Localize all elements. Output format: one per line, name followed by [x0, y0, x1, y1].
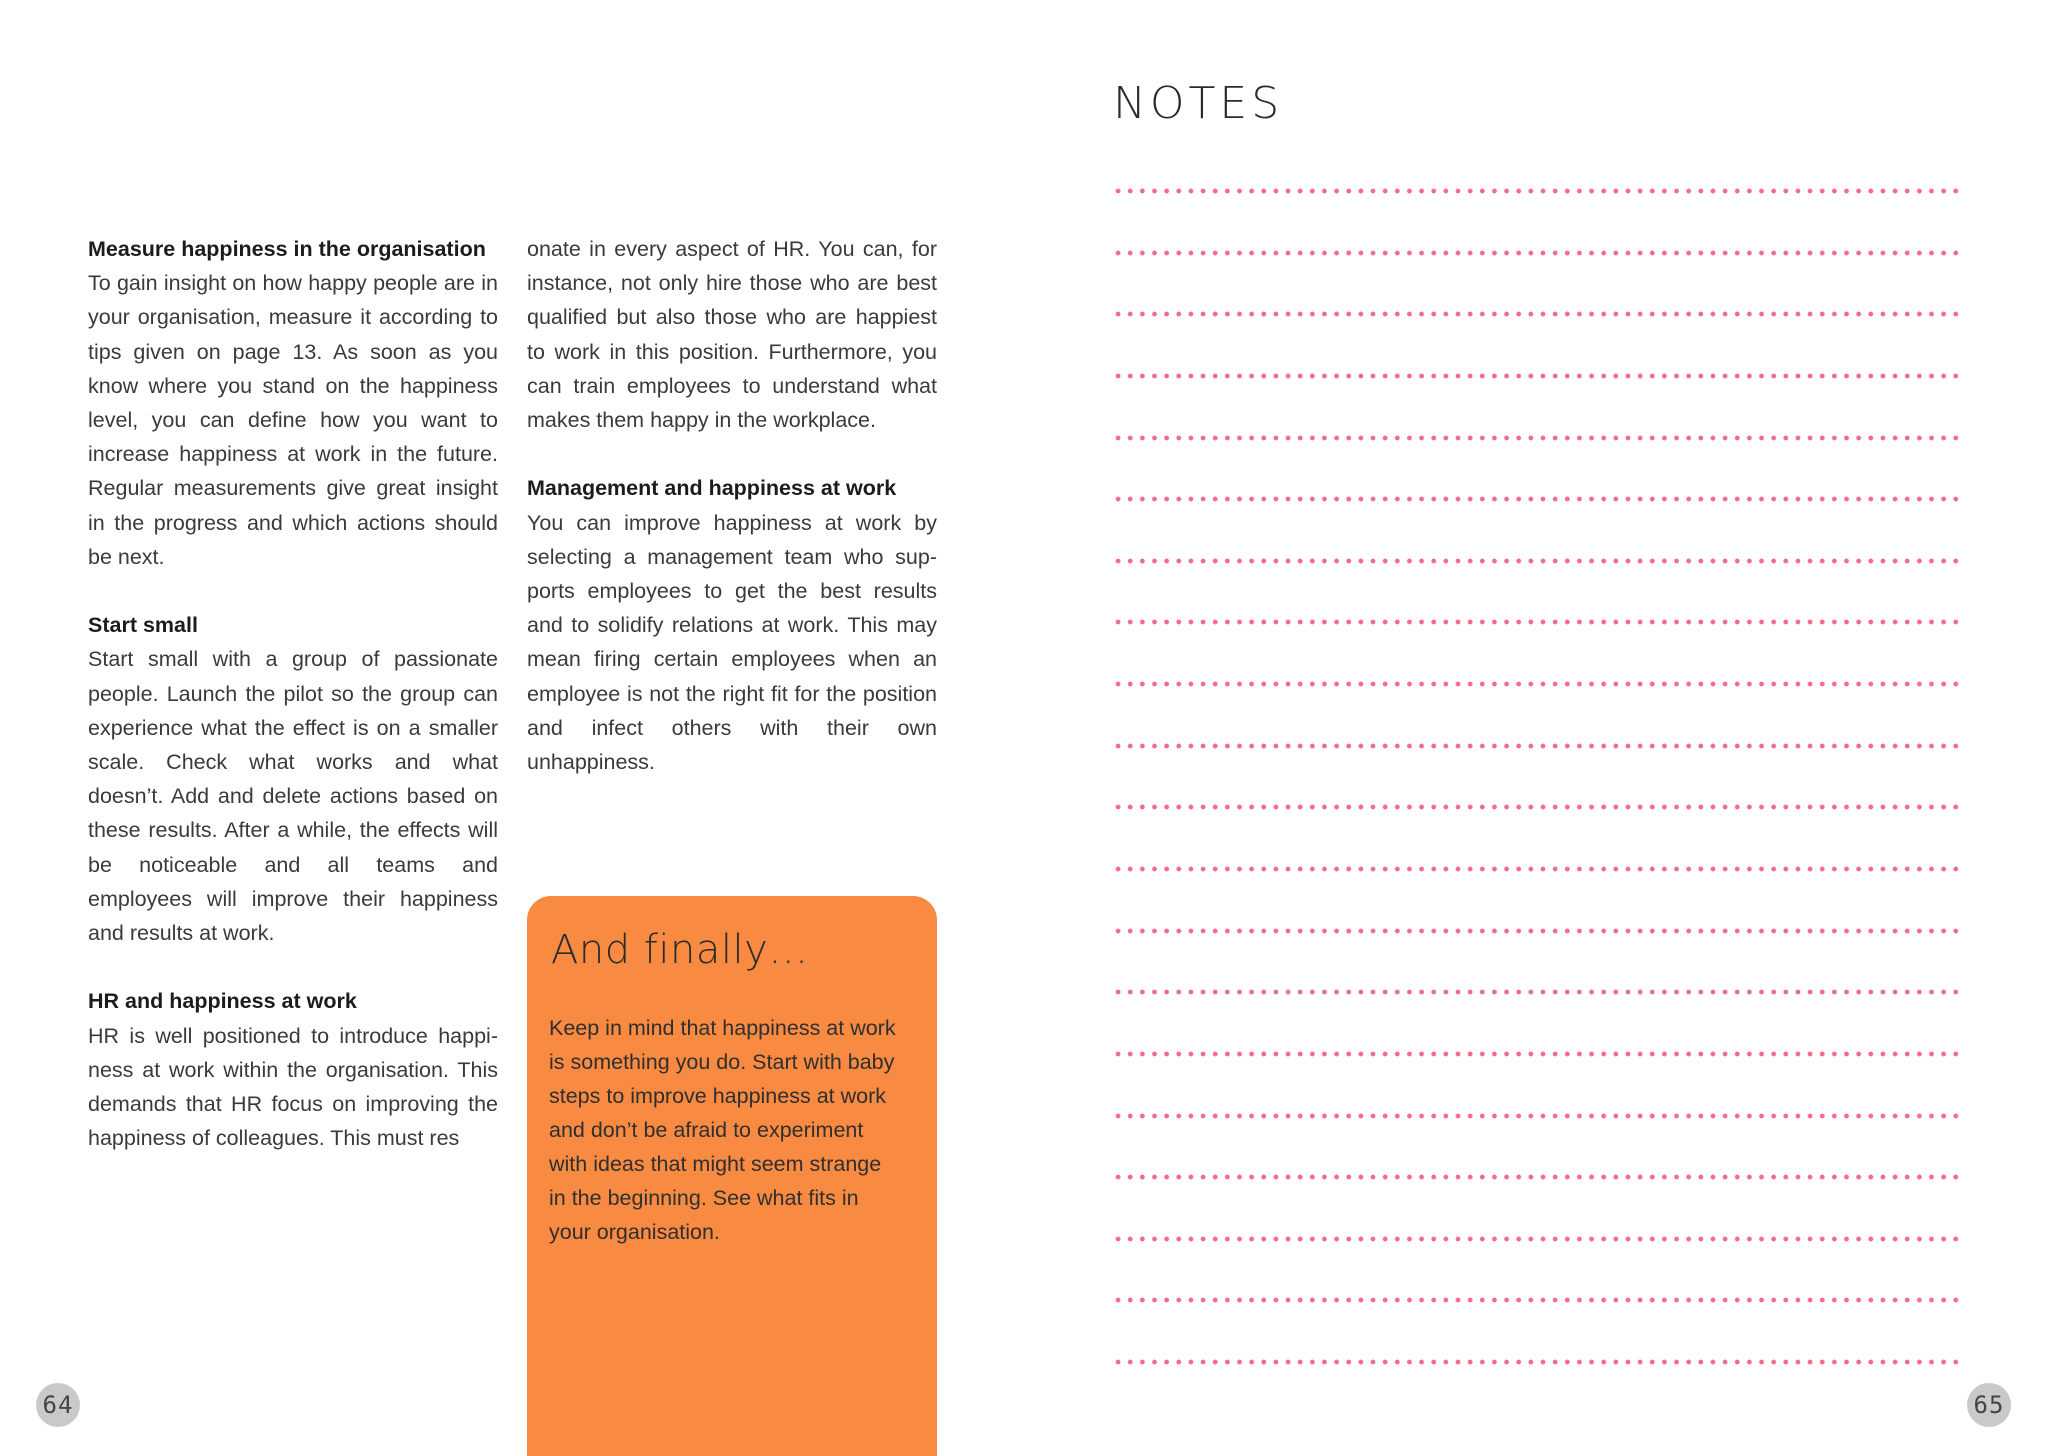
notes-dotted-line — [1112, 496, 1964, 502]
notes-dotted-line — [1112, 866, 1964, 872]
callout-title: And finally… — [551, 927, 809, 973]
and-finally-callout — [527, 896, 937, 1456]
notes-dotted-line — [1112, 435, 1964, 441]
section-heading: Start small — [88, 613, 198, 638]
notes-dotted-line — [1112, 928, 1964, 934]
notes-dotted-line — [1112, 250, 1964, 256]
notes-dotted-line — [1112, 1236, 1964, 1242]
notes-dotted-line — [1112, 1051, 1964, 1057]
section-heading: HR and happiness at work — [88, 989, 357, 1014]
notes-dotted-line — [1112, 373, 1964, 379]
notes-dotted-line — [1112, 1113, 1964, 1119]
notes-dotted-line — [1112, 311, 1964, 317]
notes-dotted-line — [1112, 1297, 1964, 1303]
section-body: You can improve happiness at work by selecting a management team who supports employees to get the best results and to solidify relations at work. This may mean firing certain employees when an employee is not the right fit for the position and infect others with their own unhappiness. — [527, 510, 937, 775]
notes-dotted-line — [1112, 989, 1964, 995]
section-hr-happiness — [88, 984, 498, 1155]
continued-body: onate in every aspect of HR. You can, for instance, not only hire those who are best qualified but also those who are happiest to work in this position. Furthermore, you can train employees to understand what makes them happy in the workplace. — [527, 237, 937, 433]
left-page — [0, 0, 1024, 1453]
section-start-small — [88, 608, 498, 950]
notes-dotted-line — [1112, 804, 1964, 810]
text-column-1 — [88, 232, 498, 1155]
section-measure-happiness — [88, 232, 498, 574]
notes-dotted-line — [1112, 188, 1964, 194]
section-hr-continued — [527, 232, 937, 437]
section-heading: Management and happiness at work — [527, 476, 897, 501]
notes-dotted-line — [1112, 558, 1964, 564]
section-management — [527, 471, 937, 779]
section-body: To gain insight on how happy people are in your organisation, measure it according to tips given on page 13. As soon as you know where you stand on the happiness level, you can define how you want to increase happiness at work in the future. Regular measurements give great insight in the progress and which actions should be next. — [88, 271, 498, 569]
notes-dotted-line — [1112, 743, 1964, 749]
section-body: Start small with a group of passionate people. Launch the pilot so the group can experience what the effect is on a smaller scale. Check what works and what doesn’t. Add and delete actions based on these results. After a while, the effects will be noticeable and all teams and employees will improve their happiness and results at work. — [88, 647, 498, 946]
notes-dotted-line — [1112, 1174, 1964, 1180]
page-number-right: 65 — [1967, 1383, 2011, 1427]
notes-dotted-line — [1112, 681, 1964, 687]
notes-title: NOTES — [1113, 78, 1284, 129]
notes-dotted-line — [1112, 619, 1964, 625]
text-column-2 — [527, 232, 937, 779]
section-body: HR is well positioned to introduce happiness at work within the organisation. This demands that HR focus on improving the happiness of colleagues. This must res — [88, 1023, 498, 1151]
page-number-left: 64 — [36, 1383, 80, 1427]
section-heading: Measure happiness in the organisation — [88, 237, 486, 261]
callout-text: Keep in mind that happiness at work is something you do. Start with baby steps to improve happiness at work and don’t be afraid to experiment with ideas that might seem strange in the beginning. See what fits in your organisation. — [549, 1016, 896, 1244]
notes-dotted-line — [1112, 1359, 1964, 1365]
